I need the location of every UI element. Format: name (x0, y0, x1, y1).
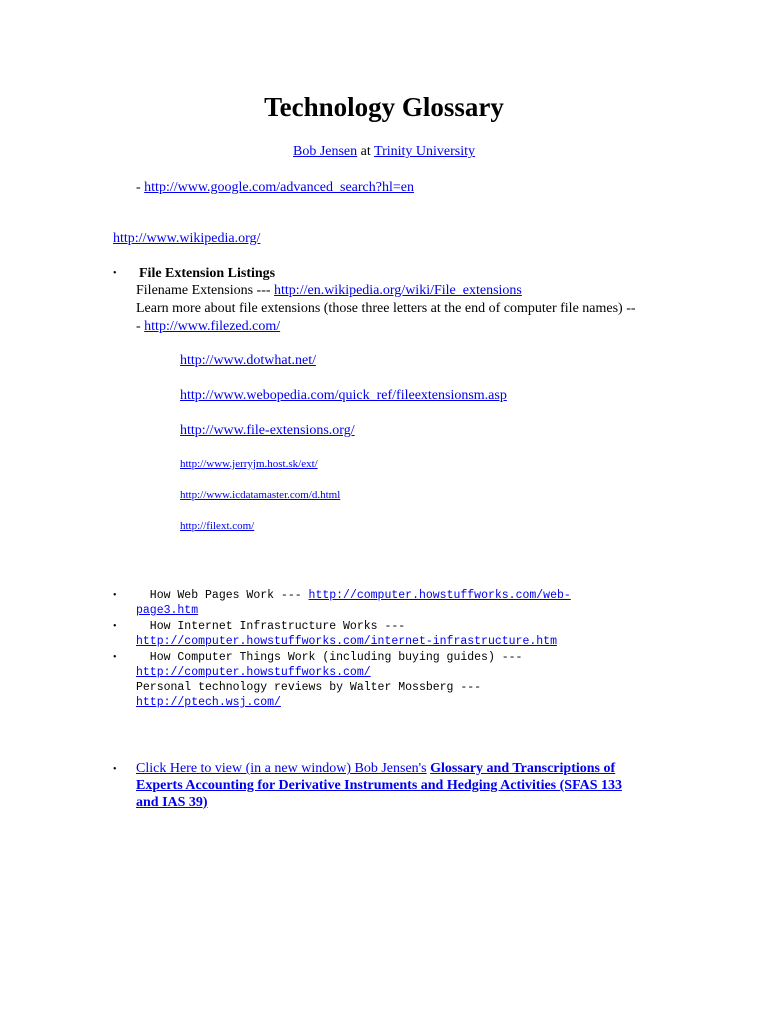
list-item (180, 488, 340, 502)
glossary-link[interactable]: Click Here to view (in a new window) Bob Jensen's (136, 761, 427, 776)
bullet-icon: • (113, 590, 117, 601)
page-title: Technology Glossary (264, 92, 504, 122)
byline (0, 143, 768, 160)
icdatamaster-link[interactable]: http://www.icdatamaster.com/d.html (180, 489, 341, 501)
glossary-item (136, 760, 696, 811)
glossary-title-link[interactable]: Glossary and Transcriptions of (430, 761, 616, 776)
google-link[interactable]: http://www.google.com/advanced_search?hl=en (144, 180, 414, 195)
file-extensions-link[interactable]: http://www.file-extensions.org/ (180, 423, 355, 438)
bullet-icon: • (113, 268, 117, 279)
filename-ext-link[interactable]: http://en.wikipedia.org/wiki/File_extensions (274, 283, 522, 298)
web-pages-label: How Web Pages Work --- (136, 589, 302, 602)
filezed-line (136, 318, 280, 335)
things-label: How Computer Things Work (including buying guides) --- (136, 651, 523, 664)
author-link[interactable]: Bob Jensen (292, 144, 358, 159)
glossary-title-link-2[interactable]: Experts Accounting for Derivative Instruments and Hedging Activities (SFAS 133 (136, 778, 622, 793)
things-line (136, 665, 371, 680)
mossberg-line (136, 695, 281, 710)
web-pages-line-2 (136, 603, 198, 618)
things-link[interactable]: http://computer.howstuffworks.com/ (136, 666, 371, 679)
list-item (180, 387, 507, 404)
filename-ext-line (136, 282, 522, 299)
web-pages-link-cont[interactable]: page3.htm (136, 604, 199, 617)
filezed-prefix: - (136, 319, 141, 334)
infra-line (136, 634, 557, 649)
list-item (180, 519, 254, 533)
infra-link[interactable]: http://computer.howstuffworks.com/internet-infrastructure.htm (136, 635, 557, 648)
list-item (180, 422, 355, 439)
file-ext-heading: File Extension Listings (139, 266, 276, 281)
list-item (180, 457, 318, 471)
learn-more-line: Learn more about file extensions (those three letters at the end of computer file names) -- (136, 301, 636, 316)
university-link[interactable]: Trinity University (374, 144, 476, 159)
web-pages-link[interactable]: http://computer.howstuffworks.com/web- (308, 589, 571, 602)
wikipedia-line (113, 230, 260, 247)
bullet-icon: • (113, 652, 117, 663)
glossary-title-link-3[interactable]: and IAS 39) (136, 795, 208, 810)
filename-ext-label: Filename Extensions --- (136, 283, 271, 298)
filext-link[interactable]: http://filext.com/ (180, 520, 255, 532)
google-prefix: - (136, 180, 141, 195)
bullet-icon: • (113, 621, 117, 632)
mossberg-link[interactable]: http://ptech.wsj.com/ (136, 696, 281, 709)
dotwhat-link[interactable]: http://www.dotwhat.net/ (180, 353, 316, 368)
mossberg-label: Personal technology reviews by Walter Mossberg --- (136, 681, 482, 694)
byline-at: at (360, 144, 371, 159)
bullet-icon: • (113, 764, 117, 775)
wikipedia-link[interactable]: http://www.wikipedia.org/ (113, 231, 261, 246)
jerryjm-link[interactable]: http://www.jerryjm.host.sk/ext/ (180, 458, 318, 470)
web-pages-line (136, 588, 571, 603)
filezed-link[interactable]: http://www.filezed.com/ (144, 319, 281, 334)
list-item (180, 352, 316, 369)
webopedia-link[interactable]: http://www.webopedia.com/quick_ref/fileextensionsm.asp (180, 388, 507, 403)
infra-label: How Internet Infrastructure Works --- (136, 620, 406, 633)
google-line (136, 179, 414, 196)
